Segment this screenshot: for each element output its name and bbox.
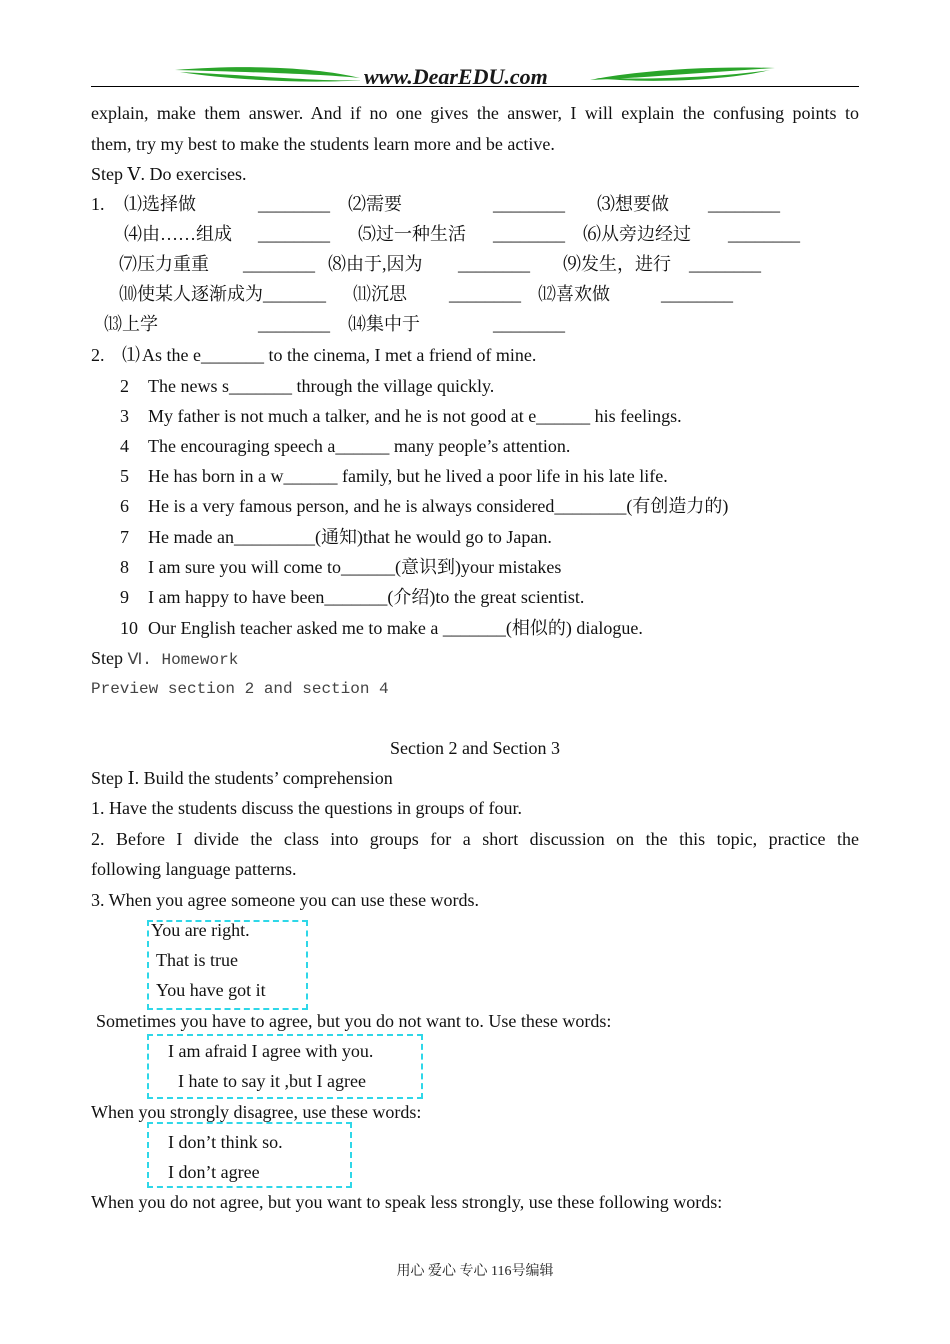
- ex1-item-blank: ________: [493, 314, 565, 334]
- ex1-item-blank: ________: [458, 254, 530, 274]
- ex1-item-blank: ________: [728, 224, 800, 244]
- ex1-number: 1.: [91, 194, 105, 214]
- section-para-1: 1. Have the students discuss the questions in groups of four.: [91, 798, 522, 818]
- ex2-item-number: 4: [120, 436, 129, 456]
- reluctant-intro: Sometimes you have to agree, but you do not want to. Use these words:: [96, 1011, 612, 1031]
- ex2-item-text: He is a very famous person, and he is always considered________(有创造力的): [148, 496, 729, 516]
- ex1-item-label: ⑾沉思: [353, 284, 407, 304]
- ex1-item-label: ⑵需要: [348, 194, 402, 214]
- ex1-item-label: ⑽使某人逐渐成为_______: [119, 284, 326, 304]
- ex1-item-blank: ________: [708, 194, 780, 214]
- ex1-item-blank: ________: [258, 314, 330, 334]
- ex2-item-text: Our English teacher asked me to make a _______(相似的) dialogue.: [148, 618, 643, 638]
- ex1-item-blank: ________: [661, 284, 733, 304]
- ex2-item-number: ⑴: [122, 345, 140, 365]
- ex1-item-label: ⑿喜欢做: [538, 284, 610, 304]
- intro-line-2: them, try my best to make the students learn more and be active.: [91, 134, 555, 154]
- ex1-item-label: ⑺压力重重: [119, 254, 209, 274]
- ex2-item-number: 7: [120, 527, 129, 547]
- reluctant-phrase: I hate to say it ,but I agree: [178, 1071, 366, 1091]
- step1-title-rest: p Ⅰ. Build the students’ comprehension: [114, 768, 393, 788]
- ex1-item-blank: ________: [689, 254, 761, 274]
- agree-phrase: That is true: [156, 950, 238, 970]
- section-para-2-line-1: 2. Before I divide the class into groups for a short discussion on the this topic, practice the: [91, 829, 859, 849]
- ex1-item-label: ⑻由于,因为: [328, 254, 423, 274]
- ex1-item-blank: ________: [243, 254, 315, 274]
- ex2-item-text: My father is not much a talker, and he is not good at e______ his feelings.: [148, 406, 682, 426]
- ex1-item-label: ⑹从旁边经过: [583, 224, 691, 244]
- section-para-3: 3. When you agree someone you can use these words.: [91, 890, 480, 910]
- ex2-item-number: 9: [120, 587, 129, 607]
- step6-homework-line: Preview section 2 and section 4: [91, 680, 389, 698]
- ex2-item-number: 8: [120, 557, 129, 577]
- intro-line-1: explain, make them answer. And if no one gives the answer, I will explain the confusing points to: [91, 103, 859, 123]
- section-step1-title: [91, 767, 393, 789]
- step6-title-rest: Ⅵ. Homework: [127, 651, 239, 669]
- ex2-item-number: 10: [120, 618, 138, 638]
- ex1-item-blank: ________: [449, 284, 521, 304]
- page-footer: 用心 爱心 专心 116号编辑: [396, 1264, 554, 1279]
- ex2-item-text: He has born in a w______ family, but he lived a poor life in his late life.: [148, 466, 668, 486]
- ex1-item-label: ⑸过一种生活: [358, 224, 466, 244]
- section-heading: Section 2 and Section 3: [390, 738, 560, 758]
- ex1-item-label: ⑴选择做: [124, 194, 196, 214]
- step6-title: [91, 647, 238, 671]
- ex2-item-number: 3: [120, 406, 129, 426]
- mild-disagree-intro: When you do not agree, but you want to speak less strongly, use these following words:: [91, 1192, 723, 1212]
- agree-phrase: You are right.: [151, 920, 250, 940]
- ex1-item-blank: ________: [258, 224, 330, 244]
- ex2-item-number: 6: [120, 496, 129, 516]
- header-rule: [91, 86, 859, 87]
- strong-disagree-phrase: I don’t agree: [168, 1162, 260, 1182]
- reluctant-phrase: I am afraid I agree with you.: [168, 1041, 374, 1061]
- ex2-item-text: I am sure you will come to______(意识到)your mistakes: [148, 557, 562, 577]
- ex1-item-blank: ________: [493, 224, 565, 244]
- section-para-2-line-2: following language patterns.: [91, 859, 297, 879]
- step1-title-prefix: Ste: [91, 768, 115, 788]
- ex2-number: 2.: [91, 345, 105, 365]
- step6-title-prefix: Step: [91, 648, 128, 668]
- agree-phrase: You have got it: [156, 980, 266, 1000]
- ex1-item-label: ⒀上学: [104, 314, 158, 334]
- step5-title: Step Ⅴ. Do exercises.: [91, 164, 247, 184]
- ex2-item-text: I am happy to have been_______(介绍)to the great scientist.: [148, 587, 585, 607]
- ex2-item-number: 2: [120, 376, 129, 396]
- ex1-item-label: ⑼发生，进行: [563, 254, 671, 274]
- ex1-item-label: ⑷由……组成: [124, 224, 232, 244]
- ex2-item-text: As the e_______ to the cinema, I met a friend of mine.: [142, 345, 537, 365]
- ex2-item-number: 5: [120, 466, 129, 486]
- ex1-item-label: ⑶想要做: [597, 194, 669, 214]
- strong-disagree-intro: When you strongly disagree, use these words:: [91, 1102, 422, 1122]
- strong-disagree-phrase: I don’t think so.: [168, 1132, 283, 1152]
- ex2-item-text: He made an_________(通知)that he would go to Japan.: [148, 527, 552, 547]
- site-logo-text: www.DearEDU.com: [360, 64, 552, 90]
- ex2-item-text: The news s_______ through the village quickly.: [148, 376, 495, 396]
- ex1-item-label: ⒁集中于: [348, 314, 420, 334]
- ex1-item-blank: ________: [493, 194, 565, 214]
- ex1-item-blank: ________: [258, 194, 330, 214]
- ex2-item-text: The encouraging speech a______ many people’s attention.: [148, 436, 571, 456]
